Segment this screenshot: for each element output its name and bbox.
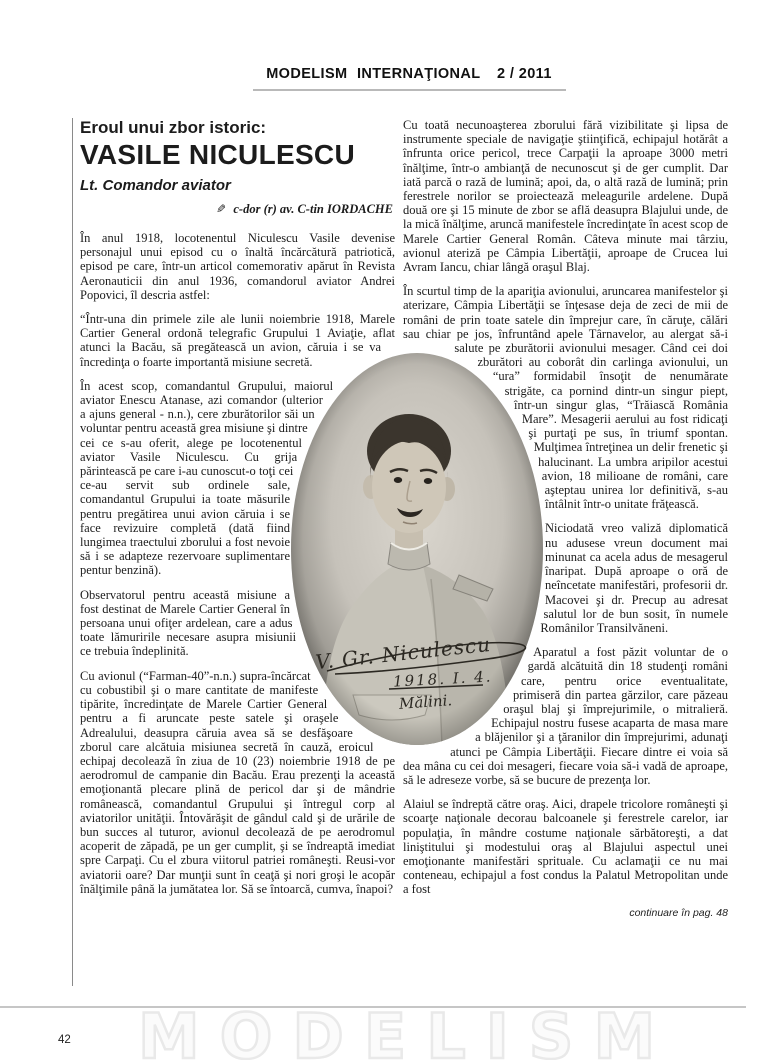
paragraph: Cu toată necunoaşterea zborului fără vizibilitate şi lipsa de instrumente speciale de navigaţie ştiinţifică, echipajul hotărât a înfrunta orice pericol, trece Carpaţii la aproape 3000 metri înălţime, într-o ambianţă de necunoscut şi de ger cumplit. Dar iată parcă o rază de lumină; apoi, da, o altă rază de lumină; prin ferestrele norilor se proiectează meleagurile ardelene. După două ore şi 15 minute de zbor se află deasupra Blajului unde, de la mică înălţime, aruncă manifestele încredinţate în acest scop de Marele Cartier General Român. Câteva minute mai târziu, avionul ateriză pe Câmpia Libertăţii, aproape de Crucea lui Avram Iancu, chiar lângă oraşul Blaj.	[403, 118, 728, 275]
header-magazine-title: MODELISM INTERNAŢIONAL	[266, 66, 481, 82]
paragraph: În anul 1918, locotenentul Niculescu Vasile devenise personajul unui episod cu o înaltă încărcătură patriotică, episod pe care, într-un articol comemorativ apărut în Revista Aeronauticii din anul 1936, comandorul aviator Andrei Popovici, îl descria astfel:	[80, 231, 395, 302]
article-title-block	[80, 118, 395, 217]
writing-hand-icon: ✎	[216, 202, 227, 216]
paragraph: În scurtul timp de la apariţia avionului, aruncarea manifestelor şi aterizare, Câmpia Libertăţii se înţesase deja de zeci de mii de români de prin toate satele din împrejur care, în căruţe, călări sau chiar pe jos, înfruntând apele Târnavelor, au alergat să-i salute pe zburătorii avionului mesager. Când cei doi zburători au coborât din carlinga avionului, un “ura” formidabil însoţit de nenumărate strigăte, ca pornind dintr-un singur piept, într-un singur glas, “Trăiască România Mare”. Mesagerii aerului au fost ridicaţi şi purtaţi pe sus, în triumf spontan. Mulţimea întreţinea un delir frenetic şi halucinant. La umbra aripilor acestui avion, 18 milioane de români, care aşteptau unirea lor definitivă, s-au întâlnit într-o unitate frăţească.	[403, 284, 728, 512]
article-kicker: Eroul unui zbor istoric:	[80, 118, 267, 137]
article-title: VASILE NICULESCU	[80, 139, 355, 170]
article-byline	[80, 202, 393, 217]
modelism-watermark: MODELISM	[138, 1000, 676, 1060]
paragraph: Aparatul a fost păzit voluntar de o gardă alcătuită din 18 studenţi români care, pentru orice eventualitate, primiseră din partea gărzilor, care păzeau oraşul blaj şi împrejurimile, o mitralieră. Echipajul nostru fusese acaparta de masa mare a blăjenilor şi a ţăranilor din împrejurimi, adunaţi atunci pe Câmpia Libertăţii. Fiecare dintre ei voia să dea mâna cu cei doi mesageri, fiecare voia să-i vadă de aproape, să le adreseze vorbe, să se bucure de prezenţa lor.	[403, 645, 728, 787]
article-subtitle: Lt. Comandor aviator	[80, 177, 231, 194]
page-header	[50, 66, 768, 82]
paragraph: “Într-una din primele zile ale lunii noiembrie 1918, Marele Cartier General ordonă telegrafic Grupului 1 Aviaţie, aflat atunci la Bacău, să pregătească un avion, căruia i se va încredinţa o foarte importantă misiune secretă.	[80, 312, 395, 369]
signature-name: V. Gr. Niculescu	[314, 631, 493, 675]
continuation-note: continuare în pag. 48	[629, 906, 728, 919]
byline-author: c-dor (r) av. C-tin IORDACHE	[233, 202, 393, 216]
paragraph: Observatorul pentru această misiune a fost destinat de Marele Cartier General în persoana unui ofiţer ardelean, care a adus toate lămuririle necesare asupra misiunii ce trebuia îndeplinită.	[80, 587, 297, 659]
paragraph: Cu avionul (“Farman-40”-n.n.) supra-încărcat cu cobustibil şi o mare cantitate de manifeste tipărite, încredinţate de Marele Cartier General pentru a fi aruncate peste satele şi oraşele Adrealului, deasupra căruia avea să se desfăşoare zborul care alcătuia misiunea secretă în cauză, eroicul echipaj decolează în ziua de 10 (23) noiembrie 1918 de pe aerodromul de campanie din Bacău. Erau prezenţi la această emoţionantă plecare plină de pericol dar şi de mândrie românească, comandantul Grupului şi întregul corp al aviatorilor unităţii. Întovărăşit de gândul cald şi de urările de bun succes al tuturor, avionul decolează de pe aerodromul acoperit de zăpadă, pe un ger cumplit, şi se îndreaptă imediat spre Carpaţi. Cu el zbura viitorul patriei româneşti. Reusi-vor aviatorii oare? Dar munţii sunt în ceaţă şi nori groşi le acopăr înălţimile până la jumătatea lor. Să se întoarcă, cumva, înapoi?	[80, 668, 395, 896]
paragraph: În acest scop, comandantul Grupului, maiorul aviator Enescu Atanase, azi comandor (ulterior a ajuns general - n.n.), cere zburătorilor săi un voluntar pentru această grea misiune şi dintre cei ce s-au oferit, alege pe locotenentul aviator Vasile Niculescu. Cu grija părintească pe care i-au cunoscut-o toţi cei ce-au servit sub ordinele sale, comandantul Grupului ia toate măsurile pentru pregătirea unui avion căruia i se face revizuire completă (dată fiind lungimea traectului zborului a fost nevoie să i se adapteze rezervoare suplimentare pentur benzină).	[80, 378, 334, 578]
header-issue-number: 2 / 2011	[497, 66, 552, 82]
signature-date: 1918. I. 4.	[392, 667, 493, 691]
paragraph: Alaiul se îndreptă către oraş. Aici, drapele tricolore româneşti şi scoarţe naţionale decorau balcoanele şi ferestrele carelor, iar populaţia, în mândre costume naţionale sărbătoreşti, a dat liniştitului şi modestului oraş al Blajului aspectul unei emoţionante manifestări sprituale. Cu aclamaţii ce nu mai conteneau, echipajul a fost condus la Palatul Metropolitan unde a fost	[403, 797, 728, 897]
signature-place: Mălini.	[398, 691, 453, 713]
paragraph: Niciodată vreo valiză diplomatică nu adusese vreun document mai minunat ca acela adus de mesagerul înaripat. După aproape o oră de neîncetate manifestări, profesorii dr. Macovei şi dr. Precup au adresat salutul lor de bun sosit, în numele Românilor Transilvăneni.	[540, 521, 728, 635]
page-number: 42	[58, 1034, 71, 1046]
header-rule	[253, 89, 566, 91]
left-margin-rule	[72, 118, 73, 986]
portrait-photo	[291, 353, 543, 745]
